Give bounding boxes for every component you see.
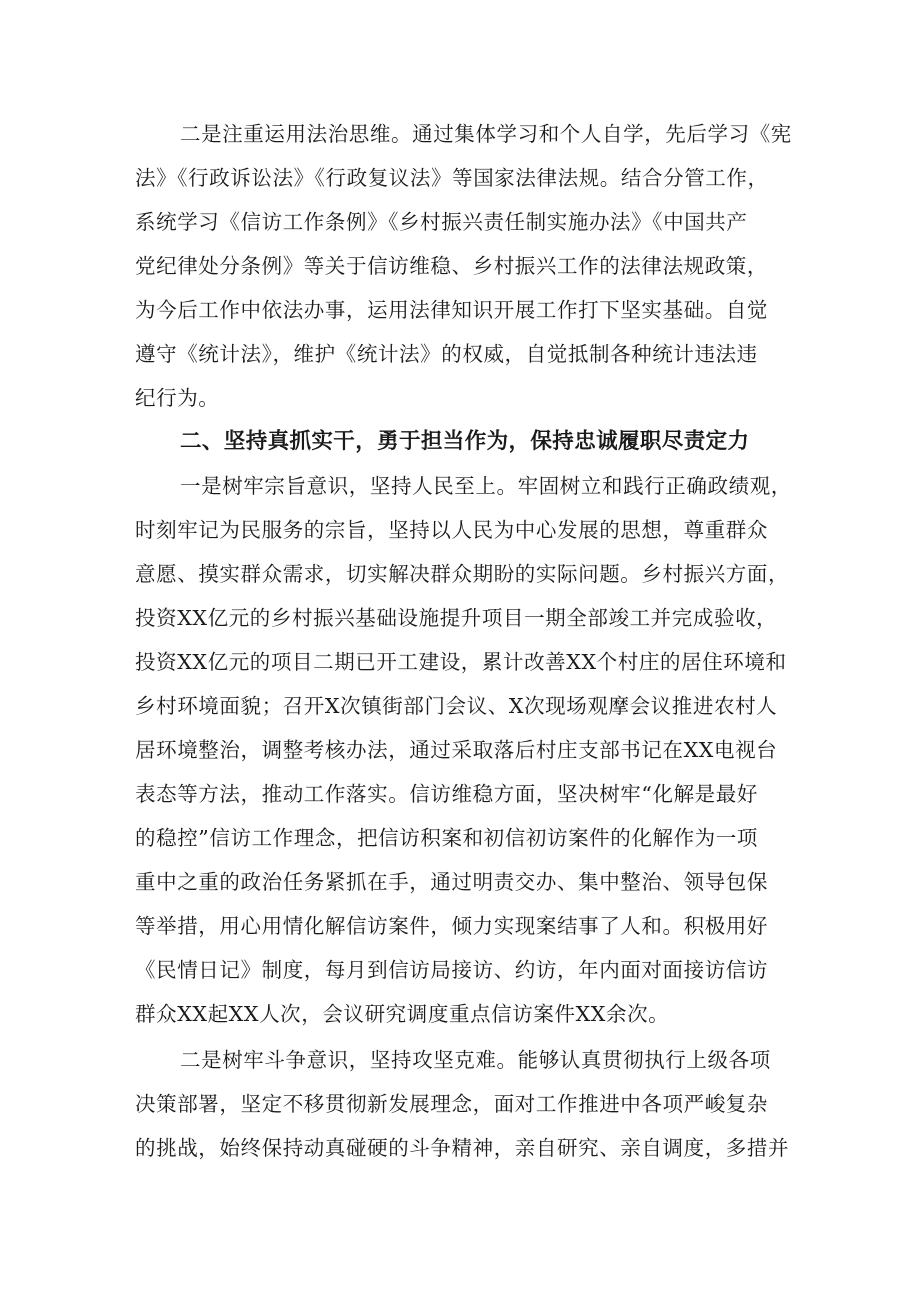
line-text: 时刻牢记为民服务的宗旨，坚持以人民为中心发展的思想，尊重群众 xyxy=(135,518,768,542)
line-text: 投资XX亿元的项目二期已开工建设，累计改善XX个村庄的居住环境和 xyxy=(135,650,787,674)
paragraph-line xyxy=(0,510,920,550)
paragraph-line xyxy=(0,114,920,154)
paragraph-line xyxy=(0,686,920,726)
line-text: 投资XX亿元的乡村振兴基础设施提升项目一期全部竣工并完成验收， xyxy=(135,606,778,630)
paragraph-line xyxy=(0,290,920,330)
line-text: 党纪律处分条例》等关于信访维稳、乡村振兴工作的法律法规政策， xyxy=(135,254,768,278)
line-text: 二是树牢斗争意识，坚持攻坚克难。能够认真贯彻执行上级各项 xyxy=(180,1048,771,1072)
paragraph-line xyxy=(0,906,920,946)
line-text: 乡村环境面貌；召开X次镇街部门会议、X次现场观摩会议推进农村人 xyxy=(135,694,778,718)
paragraph-line xyxy=(0,466,920,506)
line-text: 为今后工作中依法办事，运用法律知识开展工作打下坚实基础。自觉 xyxy=(135,298,768,322)
line-text: 二是注重运用法治思维。通过集体学习和个人自学，先后学习《宪 xyxy=(180,122,792,146)
section-heading xyxy=(0,422,920,462)
line-text: 等举措，用心用情化解信访案件，倾力实现案结事了人和。积极用好 xyxy=(135,914,768,938)
line-text: 遵守《统计法》，维护《统计法》的权威，自觉抵制各种统计违法违 xyxy=(135,342,758,366)
paragraph-line xyxy=(0,818,920,858)
paragraph-line xyxy=(0,598,920,638)
paragraph-line xyxy=(0,202,920,242)
line-text: 表态等方法，推动工作落实。信访维稳方面，坚决树牢“化解是最好 xyxy=(135,782,758,806)
line-text: 系统学习《信访工作条例》《乡村振兴责任制实施办法》《中国共产 xyxy=(135,210,748,234)
heading-text: 二、坚持真抓实干，勇于担当作为，保持忠诚履职尽责定力 xyxy=(180,429,750,454)
line-text: 决策部署，坚定不移贯彻新发展理念，面对工作推进中各项严峻复杂 xyxy=(135,1092,768,1116)
paragraph-line xyxy=(0,1040,920,1080)
paragraph-line xyxy=(0,950,920,990)
paragraph-line xyxy=(0,554,920,594)
paragraph-line xyxy=(0,994,920,1034)
paragraph-line xyxy=(0,862,920,902)
paragraph-line xyxy=(0,774,920,814)
line-text: 纪行为。 xyxy=(135,386,220,410)
line-text: 法》《行政诉讼法》《行政复议法》等国家法律法规。结合分管工作， xyxy=(135,166,769,190)
line-text: 重中之重的政治任务紧抓在手，通过明责交办、集中整治、领导包保 xyxy=(135,870,768,894)
paragraph-line xyxy=(0,158,920,198)
line-text: 的挑战，始终保持动真碰硬的斗争精神，亲自研究、亲自调度，多措并 xyxy=(135,1136,790,1160)
paragraph-line xyxy=(0,1128,920,1168)
paragraph-line xyxy=(0,246,920,286)
paragraph-line xyxy=(0,334,920,374)
paragraph-line xyxy=(0,642,920,682)
line-text: 居环境整治，调整考核办法，通过采取落后村庄支部书记在XX电视台 xyxy=(135,738,778,762)
line-text: 群众XX起XX人次，会议研究调度重点信访案件XX余次。 xyxy=(135,1002,670,1026)
paragraph-line xyxy=(0,378,920,418)
paragraph-line xyxy=(0,1084,920,1124)
line-text: 《民情日记》制度，每月到信访局接访、约访，年内面对面接访信访 xyxy=(135,958,768,982)
line-text: 的稳控”信访工作理念，把信访积案和初信初访案件的化解作为一项 xyxy=(135,826,758,850)
line-text: 一是树牢宗旨意识，坚持人民至上。牢固树立和践行正确政绩观， xyxy=(180,474,792,498)
line-text: 意愿、摸实群众需求，切实解决群众期盼的实际问题。乡村振兴方面， xyxy=(135,562,790,586)
paragraph-line xyxy=(0,730,920,770)
